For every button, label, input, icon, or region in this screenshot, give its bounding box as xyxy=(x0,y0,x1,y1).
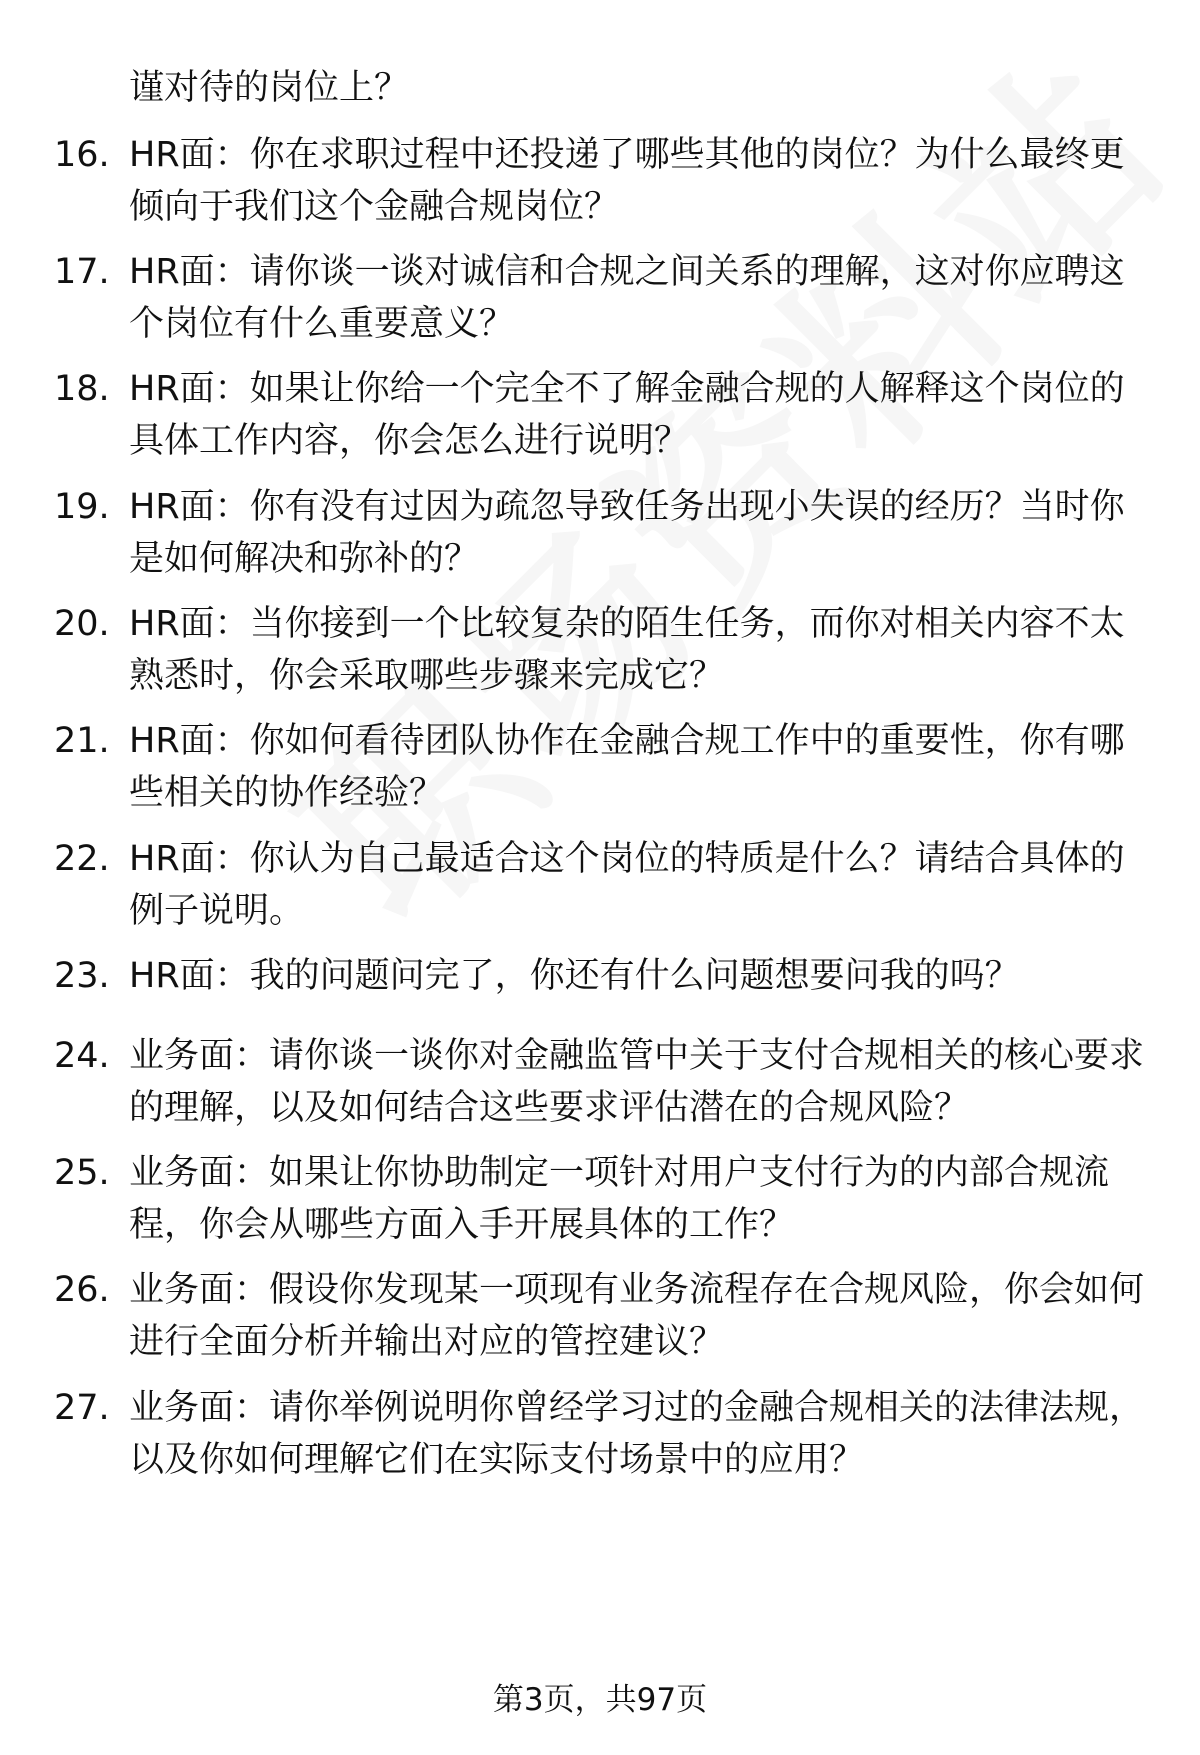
question-text: 业务面：请你谈一谈你对金融监管中关于支付合规相关的核心要求的理解，以及如何结合这些要求评估潜在的合规风险？ xyxy=(129,1036,1145,1128)
continuation-text: 谨对待的岗位上？ xyxy=(129,68,410,108)
page-number: 第3页，共97页 xyxy=(492,1682,708,1718)
question-text: HR面：当你接到一个比较复杂的陌生任务，而你对相关内容不太熟悉时，你会采取哪些步骤来完成它？ xyxy=(129,604,1125,696)
question-number: 20. xyxy=(54,604,110,644)
question-text: 业务面：请你举例说明你曾经学习过的金融合规相关的法律法规，以及你如何理解它们在实际支付场景中的应用？ xyxy=(129,1388,1145,1480)
question-text: HR面：请你谈一谈对诚信和合规之间关系的理解，这对你应聘这个岗位有什么重要意义？ xyxy=(129,252,1125,344)
question-number: 25. xyxy=(54,1153,110,1193)
question-number: 22. xyxy=(54,839,110,879)
question-number: 24. xyxy=(54,1036,110,1076)
question-number: 17. xyxy=(54,252,110,292)
question-text: HR面：我的问题问完了，你还有什么问题想要问我的吗？ xyxy=(129,956,1020,996)
question-text: HR面：你如何看待团队协作在金融合规工作中的重要性，你有哪些相关的协作经验？ xyxy=(129,721,1125,813)
question-text: HR面：你认为自己最适合这个岗位的特质是什么？请结合具体的例子说明。 xyxy=(129,839,1125,931)
question-text: HR面：如果让你给一个完全不了解金融合规的人解释这个岗位的具体工作内容，你会怎么进行说明？ xyxy=(129,369,1125,461)
question-number: 27. xyxy=(54,1388,110,1428)
question-number: 21. xyxy=(54,721,110,761)
question-number: 18. xyxy=(54,369,110,409)
question-number: 26. xyxy=(54,1270,110,1310)
question-number: 23. xyxy=(54,956,110,996)
question-text: HR面：你在求职过程中还投递了哪些其他的岗位？为什么最终更倾向于我们这个金融合规岗位？ xyxy=(129,135,1125,227)
question-text: 业务面：如果让你协助制定一项针对用户支付行为的内部合规流程，你会从哪些方面入手开展具体的工作？ xyxy=(129,1153,1110,1245)
question-text: 业务面：假设你发现某一项现有业务流程存在合规风险，你会如何进行全面分析并输出对应的管控建议？ xyxy=(129,1270,1145,1362)
question-number: 19. xyxy=(54,487,110,527)
question-number: 16. xyxy=(54,135,110,175)
question-text: HR面：你有没有过因为疏忽导致任务出现小失误的经历？当时你是如何解决和弥补的？ xyxy=(129,487,1125,579)
